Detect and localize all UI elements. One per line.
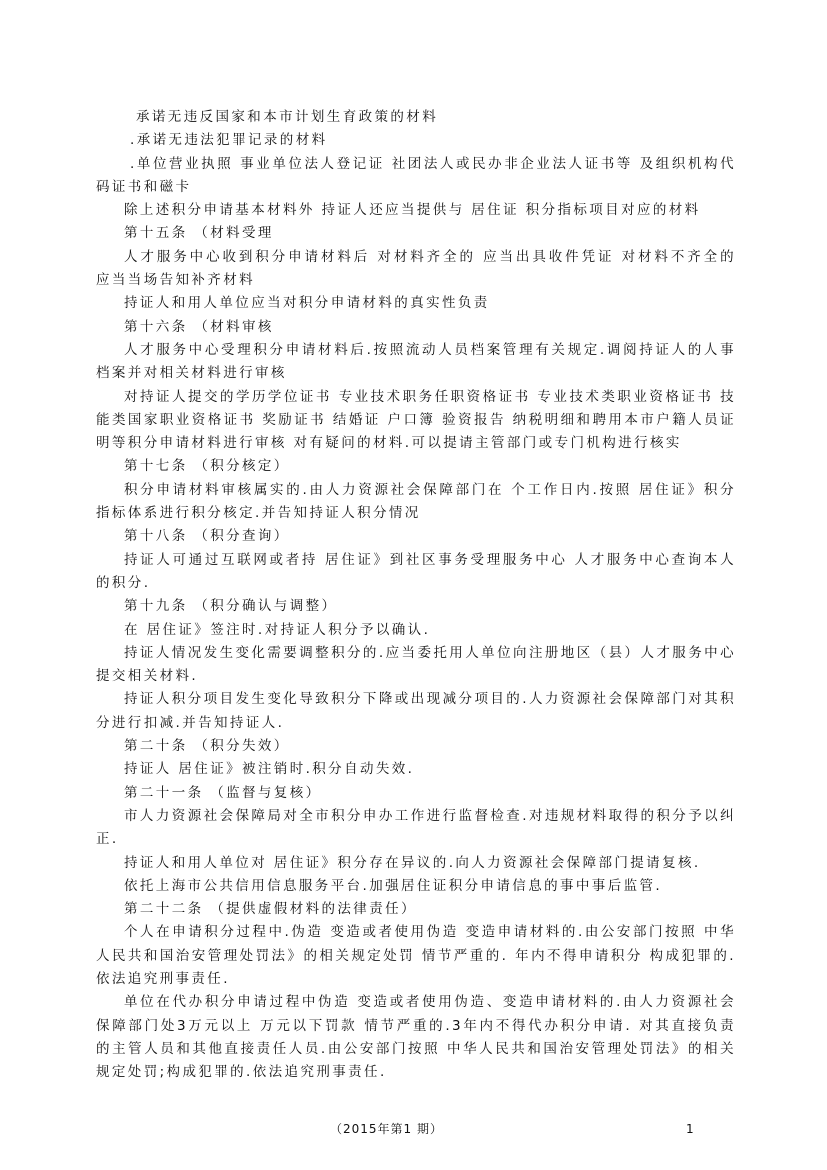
article-heading: 第十八条 （积分查询）	[124, 528, 290, 545]
article-heading: 第十七条 （积分核定）	[124, 458, 290, 475]
article-heading: 第十六条 （材料审核	[124, 318, 274, 335]
paragraph: 持证人 居住证》被注销时.积分自动失效.	[124, 761, 415, 778]
article-heading: 第二十条 （积分失效）	[124, 738, 290, 755]
paragraph: 单位在代办积分申请过程中伪造 变造或者使用伪造、变造申请材料的.由人力资源社会保障部门处3万元以上 万元以下罚款 情节严重的.3年内不得代办积分申请. 对其直接负责的主管人员和其他直接责任人员.由公安部门按照 中华人民共和国治安管理处罚法》的相关规定处罚;构成犯罪的.依法追究刑事责任.	[96, 994, 736, 1081]
article-heading: 第二十一条 （监督与复核）	[124, 784, 322, 801]
page-number: 1	[686, 1122, 694, 1137]
article-heading: 第十五条 （材料受理	[124, 225, 274, 242]
paragraph: 依托上海市公共信用信息服务平台.加强居住证积分申请信息的事中事后监管.	[124, 877, 663, 894]
document-body	[96, 0, 736, 1084]
paragraph: 持证人和用人单位对 居住证》积分存在异议的.向人力资源社会保障部门提请复核.	[124, 854, 701, 871]
paragraph: 除上述积分申请基本材料外 持证人还应当提供与 居住证 积分指标项目对应的材料	[124, 202, 701, 219]
paragraph: 积分申请材料审核属实的.由人力资源社会保障部门在 个工作日内.按照 居住证》积分指标体系进行积分核定.并告知持证人积分情况	[96, 481, 736, 522]
paragraph: .单位营业执照 事业单位法人登记证 社团法人或民办非企业法人证书等 及组织机构代码证书和磁卡	[96, 155, 736, 195]
paragraph: .承诺无违法犯罪记录的材料	[130, 132, 328, 149]
paragraph: 人才服务中心收到积分申请材料后 对材料齐全的 应当出具收件凭证 对材料不齐全的 应当当场告知补齐材料	[96, 248, 736, 289]
issue-label: （2015年第1 期）	[330, 1122, 443, 1137]
paragraph: 持证人积分项目发生变化导致积分下降或出现减分项目的.人力资源社会保障部门对其积分进行扣减.并告知持证人.	[96, 691, 736, 731]
paragraph: 人才服务中心受理积分申请材料后.按照流动人员档案管理有关规定.调阅持证人的人事档案并对相关材料进行审核	[96, 341, 736, 382]
article-heading: 第二十二条 （提供虚假材料的法律责任）	[124, 901, 417, 918]
page-footer	[0, 1120, 827, 1160]
paragraph: 市人力资源社会保障局对全市积分申办工作进行监督检查.对违规材料取得的积分予以纠正.	[96, 807, 736, 848]
article-heading: 第十九条 （积分确认与调整）	[124, 598, 338, 615]
paragraph: 在 居住证》签注时.对持证人积分予以确认.	[124, 621, 431, 638]
paragraph: 对持证人提交的学历学位证书 专业技术职务任职资格证书 专业技术类职业资格证书 技能类国家职业资格证书 奖励证书 结婚证 户口簿 验资报告 纳税明细和聘用本市户籍人员证明等积分申请材料进行审核 对有疑问的材料.可以提请主管部门或专门机构进行核实	[96, 388, 736, 452]
paragraph: 持证人和用人单位应当对积分申请材料的真实性负责	[124, 295, 490, 312]
paragraph: 持证人可通过互联网或者持 居住证》到社区事务受理服务中心 人才服务中心查询本人的积分.	[96, 551, 736, 591]
paragraph: 持证人情况发生变化需要调整积分的.应当委托用人单位向注册地区（县）人才服务中心提交相关材料.	[96, 644, 736, 685]
paragraph: 承诺无违反国家和本市计划生育政策的材料	[136, 109, 439, 125]
paragraph: 个人在申请积分过程中.伪造 变造或者使用伪造 变造申请材料的.由公安部门按照 中华人民共和国治安管理处罚法》的相关规定处罚 情节严重的. 年内不得申请积分 构成犯罪的.依法追究刑事责任.	[96, 924, 736, 987]
